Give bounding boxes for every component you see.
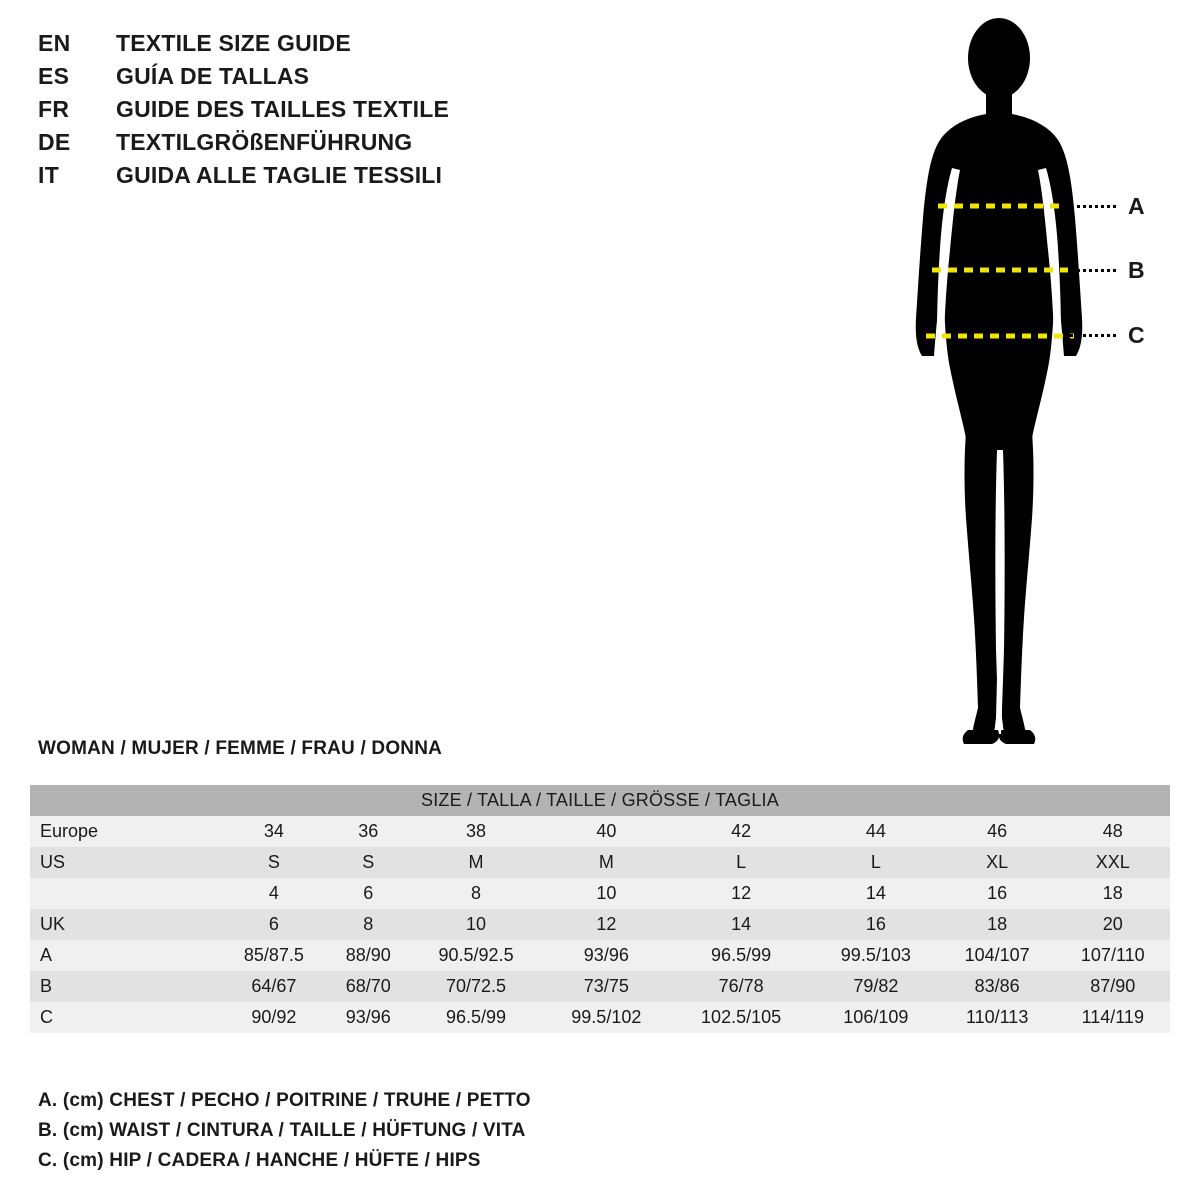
table-cell: 12 bbox=[731, 883, 752, 903]
table-cell: 90.5/92.5 bbox=[438, 945, 514, 965]
table-cell: 8 bbox=[363, 914, 374, 934]
table-cell: 36 bbox=[358, 821, 379, 841]
table-cell: 20 bbox=[1102, 914, 1123, 934]
language-title-block bbox=[38, 30, 658, 195]
row-label: Europe bbox=[40, 821, 99, 841]
table-row bbox=[30, 878, 1170, 909]
table-cell: 99.5/102 bbox=[571, 1007, 642, 1027]
table-cell: XL bbox=[986, 852, 1009, 872]
table-cell: 106/109 bbox=[843, 1007, 909, 1027]
table-cell: XXL bbox=[1095, 852, 1130, 872]
table-cell: 16 bbox=[987, 883, 1008, 903]
table-cell: 18 bbox=[987, 914, 1008, 934]
language-title: GUIDE DES TAILLES TEXTILE bbox=[116, 96, 449, 122]
table-cell: 83/86 bbox=[974, 976, 1020, 996]
table-cell: 38 bbox=[466, 821, 487, 841]
language-title: GUIDA ALLE TAGLIE TESSILI bbox=[116, 162, 443, 188]
legend-note-c: C. (cm) HIP / CADERA / HANCHE / HÜFTE / HIPS bbox=[38, 1150, 481, 1171]
leader-line-icon bbox=[1070, 334, 1116, 337]
table-cell: M bbox=[468, 852, 484, 872]
table-cell: L bbox=[736, 852, 747, 872]
table-cell: 6 bbox=[268, 914, 279, 934]
table-cell: M bbox=[598, 852, 614, 872]
table-cell: 34 bbox=[263, 821, 284, 841]
row-label bbox=[30, 878, 220, 909]
table-cell: 42 bbox=[731, 821, 752, 841]
language-code: FR bbox=[38, 96, 70, 122]
table-cell: 96.5/99 bbox=[711, 945, 772, 965]
table-cell: 76/78 bbox=[718, 976, 764, 996]
language-title: TEXTILGRÖßENFÜHRUNG bbox=[116, 129, 413, 155]
language-row bbox=[38, 96, 658, 129]
table-row bbox=[30, 847, 1170, 878]
measurement-legend bbox=[38, 1090, 738, 1180]
language-row bbox=[38, 129, 658, 162]
table-cell: 12 bbox=[596, 914, 617, 934]
table-cell: 10 bbox=[596, 883, 617, 903]
table-cell: 44 bbox=[865, 821, 886, 841]
table-cell: 90/92 bbox=[251, 1007, 297, 1027]
table-cell: 18 bbox=[1102, 883, 1123, 903]
language-code: ES bbox=[38, 63, 70, 89]
table-cell: 79/82 bbox=[853, 976, 899, 996]
marker-label: C bbox=[1128, 321, 1145, 348]
table-cell: 110/113 bbox=[965, 1007, 1029, 1027]
row-label: A bbox=[40, 945, 53, 965]
body-silhouette-figure bbox=[860, 18, 1190, 758]
row-label: UK bbox=[40, 914, 66, 934]
row-label: US bbox=[40, 852, 66, 872]
table-header-row bbox=[30, 785, 1170, 816]
table-cell: 93/96 bbox=[583, 945, 629, 965]
table-cell: S bbox=[362, 852, 375, 872]
table-cell: 8 bbox=[471, 883, 482, 903]
language-row bbox=[38, 162, 658, 195]
table-cell: 114/119 bbox=[1081, 1007, 1144, 1027]
marker-callout-b bbox=[1070, 256, 1145, 283]
table-cell: 64/67 bbox=[251, 976, 297, 996]
table-row bbox=[30, 909, 1170, 940]
table-cell: 6 bbox=[363, 883, 374, 903]
language-title: TEXTILE SIZE GUIDE bbox=[116, 30, 351, 56]
table-cell: 14 bbox=[865, 883, 886, 903]
table-cell: 107/110 bbox=[1080, 945, 1145, 965]
table-cell: 68/70 bbox=[345, 976, 391, 996]
table-row bbox=[30, 1002, 1170, 1033]
legend-note-b: B. (cm) WAIST / CINTURA / TAILLE / HÜFTUNG / VITA bbox=[38, 1120, 526, 1141]
table-cell: 46 bbox=[987, 821, 1008, 841]
table-header-label: SIZE / TALLA / TAILLE / GRÖSSE / TAGLIA bbox=[30, 785, 1170, 816]
table-cell: 14 bbox=[731, 914, 752, 934]
table-cell: 48 bbox=[1102, 821, 1123, 841]
woman-silhouette-icon bbox=[860, 18, 1190, 758]
marker-callout-a bbox=[1070, 192, 1145, 219]
table-cell: 99.5/103 bbox=[840, 945, 911, 965]
marker-label: A bbox=[1128, 192, 1145, 219]
leader-line-icon bbox=[1070, 269, 1116, 272]
row-label: C bbox=[40, 1007, 53, 1027]
language-code: EN bbox=[38, 30, 71, 56]
table-cell: 4 bbox=[268, 883, 279, 903]
leader-line-icon bbox=[1070, 205, 1116, 208]
language-row bbox=[38, 30, 658, 63]
table-cell: L bbox=[870, 852, 881, 872]
table-cell: 40 bbox=[596, 821, 617, 841]
language-row bbox=[38, 63, 658, 96]
size-table bbox=[30, 785, 1170, 1033]
table-cell: 85/87.5 bbox=[243, 945, 304, 965]
table-row bbox=[30, 816, 1170, 847]
legend-note-a: A. (cm) CHEST / PECHO / POITRINE / TRUHE / PETTO bbox=[38, 1090, 531, 1111]
row-label: B bbox=[40, 976, 53, 996]
table-cell: 102.5/105 bbox=[701, 1007, 782, 1027]
section-title: WOMAN / MUJER / FEMME / FRAU / DONNA bbox=[38, 738, 443, 759]
table-row bbox=[30, 971, 1170, 1002]
table-cell: 10 bbox=[466, 914, 487, 934]
table-cell: 87/90 bbox=[1090, 976, 1136, 996]
marker-label: B bbox=[1128, 256, 1145, 283]
table-cell: 88/90 bbox=[345, 945, 391, 965]
language-title: GUÍA DE TALLAS bbox=[116, 63, 310, 89]
table-cell: 73/75 bbox=[583, 976, 629, 996]
table-cell: S bbox=[267, 852, 280, 872]
table-cell: 16 bbox=[865, 914, 886, 934]
language-code: DE bbox=[38, 129, 71, 155]
table-cell: 104/107 bbox=[964, 945, 1030, 965]
table-cell: 70/72.5 bbox=[446, 976, 507, 996]
table-row bbox=[30, 940, 1170, 971]
language-code: IT bbox=[38, 162, 60, 188]
table-cell: 96.5/99 bbox=[446, 1007, 507, 1027]
table-cell: 93/96 bbox=[345, 1007, 391, 1027]
marker-callout-c bbox=[1070, 321, 1145, 348]
